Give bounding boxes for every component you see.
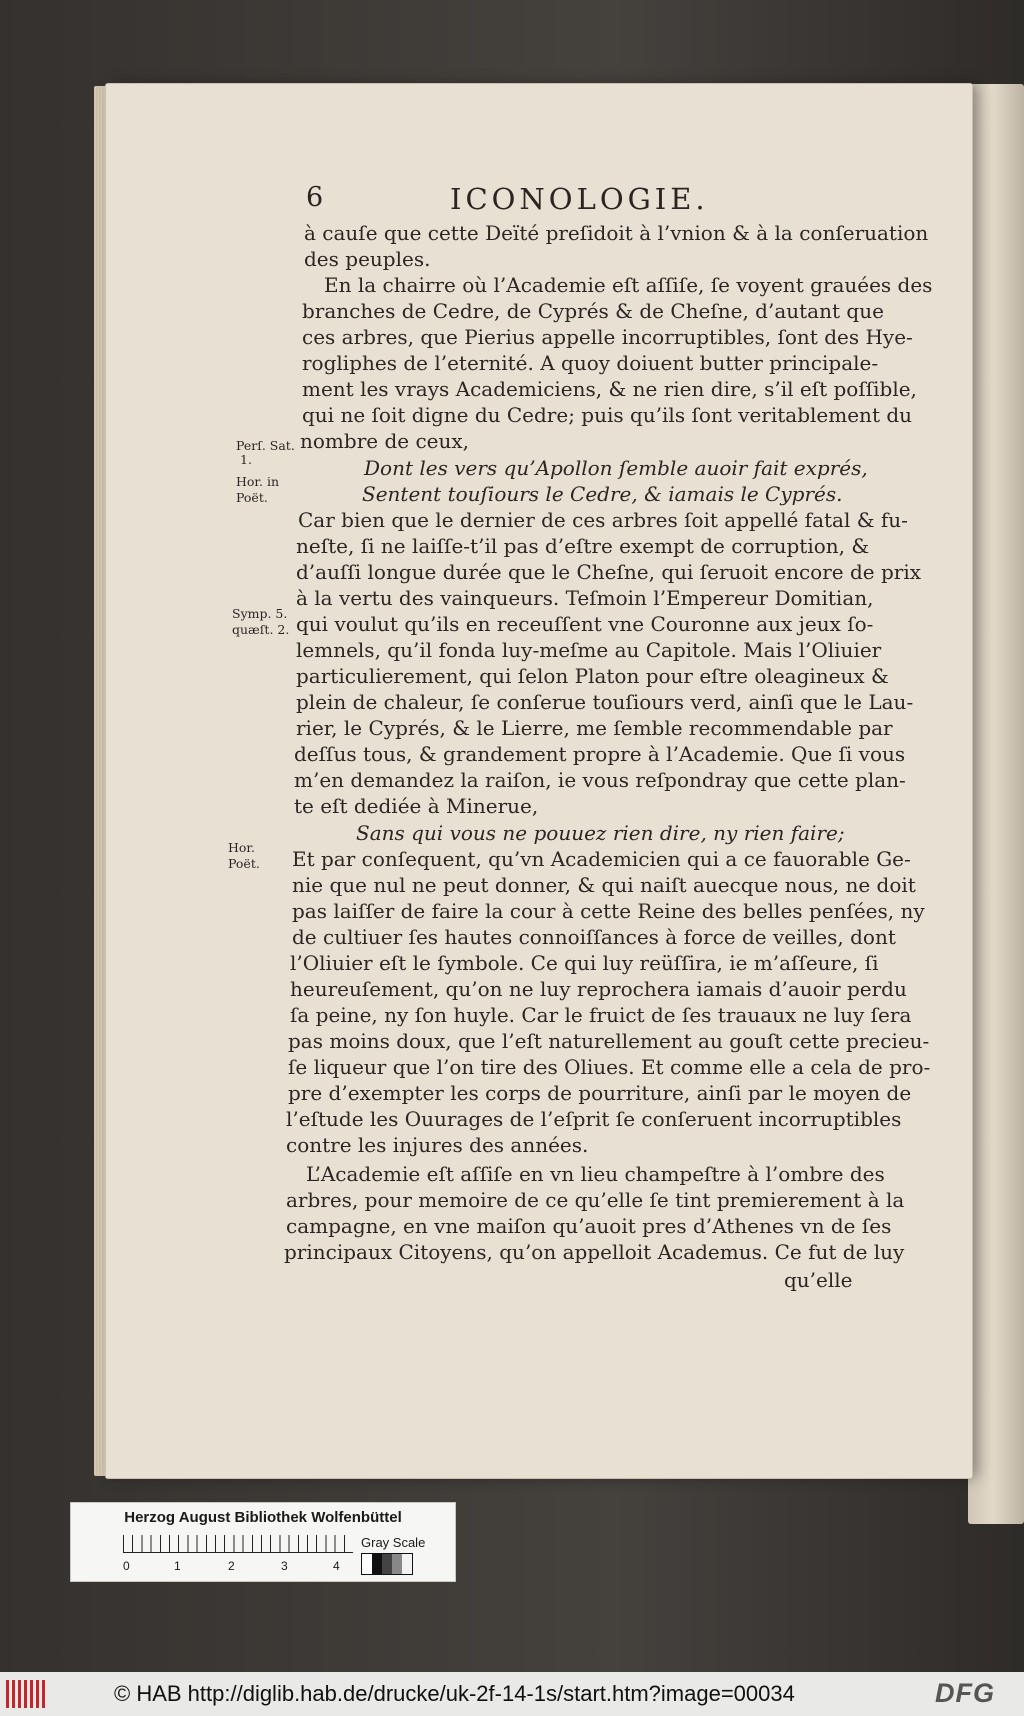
text-line: qui ne ſoit digne du Cedre; puis qu’ils ſont veritablement du [302, 403, 913, 427]
marginal-note: quæſt. 2. [232, 622, 290, 637]
marginal-note: Hor. in [236, 474, 280, 489]
scale-number: 0 [123, 1559, 130, 1573]
marginal-note: Symp. 5. [232, 606, 288, 621]
running-title: ICONOLOGIE. [450, 182, 709, 216]
text-line: pre d’exempter les corps de pourriture, ainſi par le moyen de [288, 1081, 912, 1105]
marginal-note: Poët. [228, 856, 260, 871]
text-line: à la vertu des vainqueurs. Teſmoin l’Empereur Domitian, [296, 586, 874, 610]
text-line: particulierement, qui ſelon Platon pour eſtre oleagineux & [296, 664, 889, 688]
text-line: Et par conſequent, qu’vn Academicien qui a ce fauorable Ge- [292, 847, 911, 871]
gray-scale-swatches [361, 1553, 413, 1575]
text-line: d’auſſi longue durée que le Cheſne, qui ſeruoit encore de prix [296, 560, 922, 584]
catchword: qu’elle [784, 1268, 853, 1292]
text-line: campagne, en vne maiſon qu’auoit pres d’Athenes vn de ſes [286, 1214, 892, 1238]
facing-page-edge [968, 84, 1024, 1524]
page-number: 6 [306, 182, 324, 213]
body-text [106, 84, 972, 1478]
text-line: ment les vrays Academiciens, & ne rien dire, s’il eſt poſſible, [302, 377, 917, 401]
text-line: contre les injures des années. [286, 1133, 589, 1157]
text-line: ſa peine, ny ſon huyle. Car le fruict de ſes trauaux ne luy ſera [290, 1003, 912, 1027]
text-line: de cultiuer ſes hautes connoiſſances à force de veilles, dont [292, 925, 896, 949]
marginal-note: Perſ. Sat. [236, 438, 295, 453]
marginal-note: Hor. [228, 840, 256, 855]
footer-url[interactable]: © HAB http://diglib.hab.de/drucke/uk-2f-14-1s/start.htm?image=00034 [114, 1681, 795, 1706]
text-line: lemnels, qu’il fonda luy-meſme au Capitole. Mais l’Oliuier [296, 638, 882, 662]
scale-number: 1 [174, 1559, 181, 1573]
gray-scale-label: Gray Scale [361, 1535, 426, 1550]
text-line: nie que nul ne peut donner, & qui naiſt auecque nous, ne doit [292, 873, 916, 897]
text-line: ſe liqueur que l’on tire des Oliues. Et comme elle a cela de pro- [288, 1055, 931, 1079]
text-line: neſte, ſi ne laiſſe-t’il pas d’eſtre exempt de corruption, & [296, 534, 870, 558]
verse-line: Sans qui vous ne pouuez rien dire, ny rien faire; [356, 821, 845, 845]
text-line: rier, le Cyprés, & le Lierre, me ſemble recommendable par [296, 716, 893, 740]
text-line: En la chairre où l’Academie eſt aſſiſe, ſe voyent grauées des [324, 273, 933, 297]
text-line: heureuſement, qu’on ne luy reprochera iamais d’auoir perdu [290, 977, 907, 1001]
text-line: pas laiſſer de faire la cour à cette Reine des belles penſées, ny [292, 899, 925, 923]
text-line: plein de chaleur, ſe conſerue touſiours verd, ainſi que le Lau- [296, 690, 914, 714]
text-line: Car bien que le dernier de ces arbres ſoit appellé fatal & fu- [298, 508, 908, 532]
color-target-card [70, 1502, 456, 1582]
gray-swatch [402, 1554, 412, 1574]
text-line: l’eſtude les Ouurages de l’eſprit ſe conſeruent incorruptibles [286, 1107, 902, 1131]
marginal-note: Poët. [236, 490, 268, 505]
text-line: m’en demandez la raiſon, ie vous reſpondray que cette plan- [294, 768, 906, 792]
scale-number: 4 [333, 1559, 340, 1573]
text-line: nombre de ceux, [300, 429, 469, 453]
text-line: L’Academie eſt aſſiſe en vn lieu champeſtre à l’ombre des [306, 1162, 885, 1186]
text-line: arbres, pour memoire de ce qu’elle ſe tint premierement à la [286, 1188, 905, 1212]
text-line: pas moins doux, que l’eſt naturellement au gouſt cette precieu- [288, 1029, 930, 1053]
text-line: l’Oliuier eſt le ſymbole. Ce qui luy reüſſira, ie m’aſſeure, ſi [290, 951, 879, 975]
text-line: branches de Cedre, de Cyprés & de Cheſne, d’autant que [302, 299, 884, 323]
text-line: des peuples. [304, 247, 431, 271]
text-line: deſſus tous, & grandement propre à l’Academie. Que ſi vous [294, 742, 906, 766]
scale-ruler [123, 1535, 353, 1553]
library-name: Herzog August Bibliothek Wolfenbüttel [124, 1509, 402, 1526]
scale-number: 2 [228, 1559, 235, 1573]
footer-bar [0, 1672, 1024, 1716]
text-line: rogliphes de l’eternité. A quoy doiuent butter principale- [302, 351, 879, 375]
marginal-note: 1. [240, 452, 252, 467]
dfg-logo: DFG [935, 1678, 995, 1708]
text-line: te eſt dediée à Minerue, [294, 794, 539, 818]
hab-logo-icon [6, 1680, 46, 1708]
gray-swatch [372, 1554, 382, 1574]
text-line: à cauſe que cette Deïté preſidoit à l’vnion & à la conſeruation [304, 221, 929, 245]
gray-swatch [392, 1554, 402, 1574]
gray-swatch [362, 1554, 372, 1574]
verse-line: Sentent touſiours le Cedre, & iamais le Cyprés. [362, 482, 843, 506]
text-line: principaux Citoyens, qu’on appelloit Academus. Ce fut de luy [284, 1240, 905, 1264]
verse-line: Dont les vers qu’Apollon ſemble auoir fait exprés, [364, 456, 868, 480]
gray-swatch [382, 1554, 392, 1574]
text-line: ces arbres, que Pierius appelle incorruptibles, ſont des Hye- [302, 325, 913, 349]
scale-number: 3 [281, 1559, 288, 1573]
text-line: qui voulut qu’ils en receuſſent vne Couronne aux jeux ſo- [296, 612, 874, 636]
book-page [106, 84, 972, 1478]
